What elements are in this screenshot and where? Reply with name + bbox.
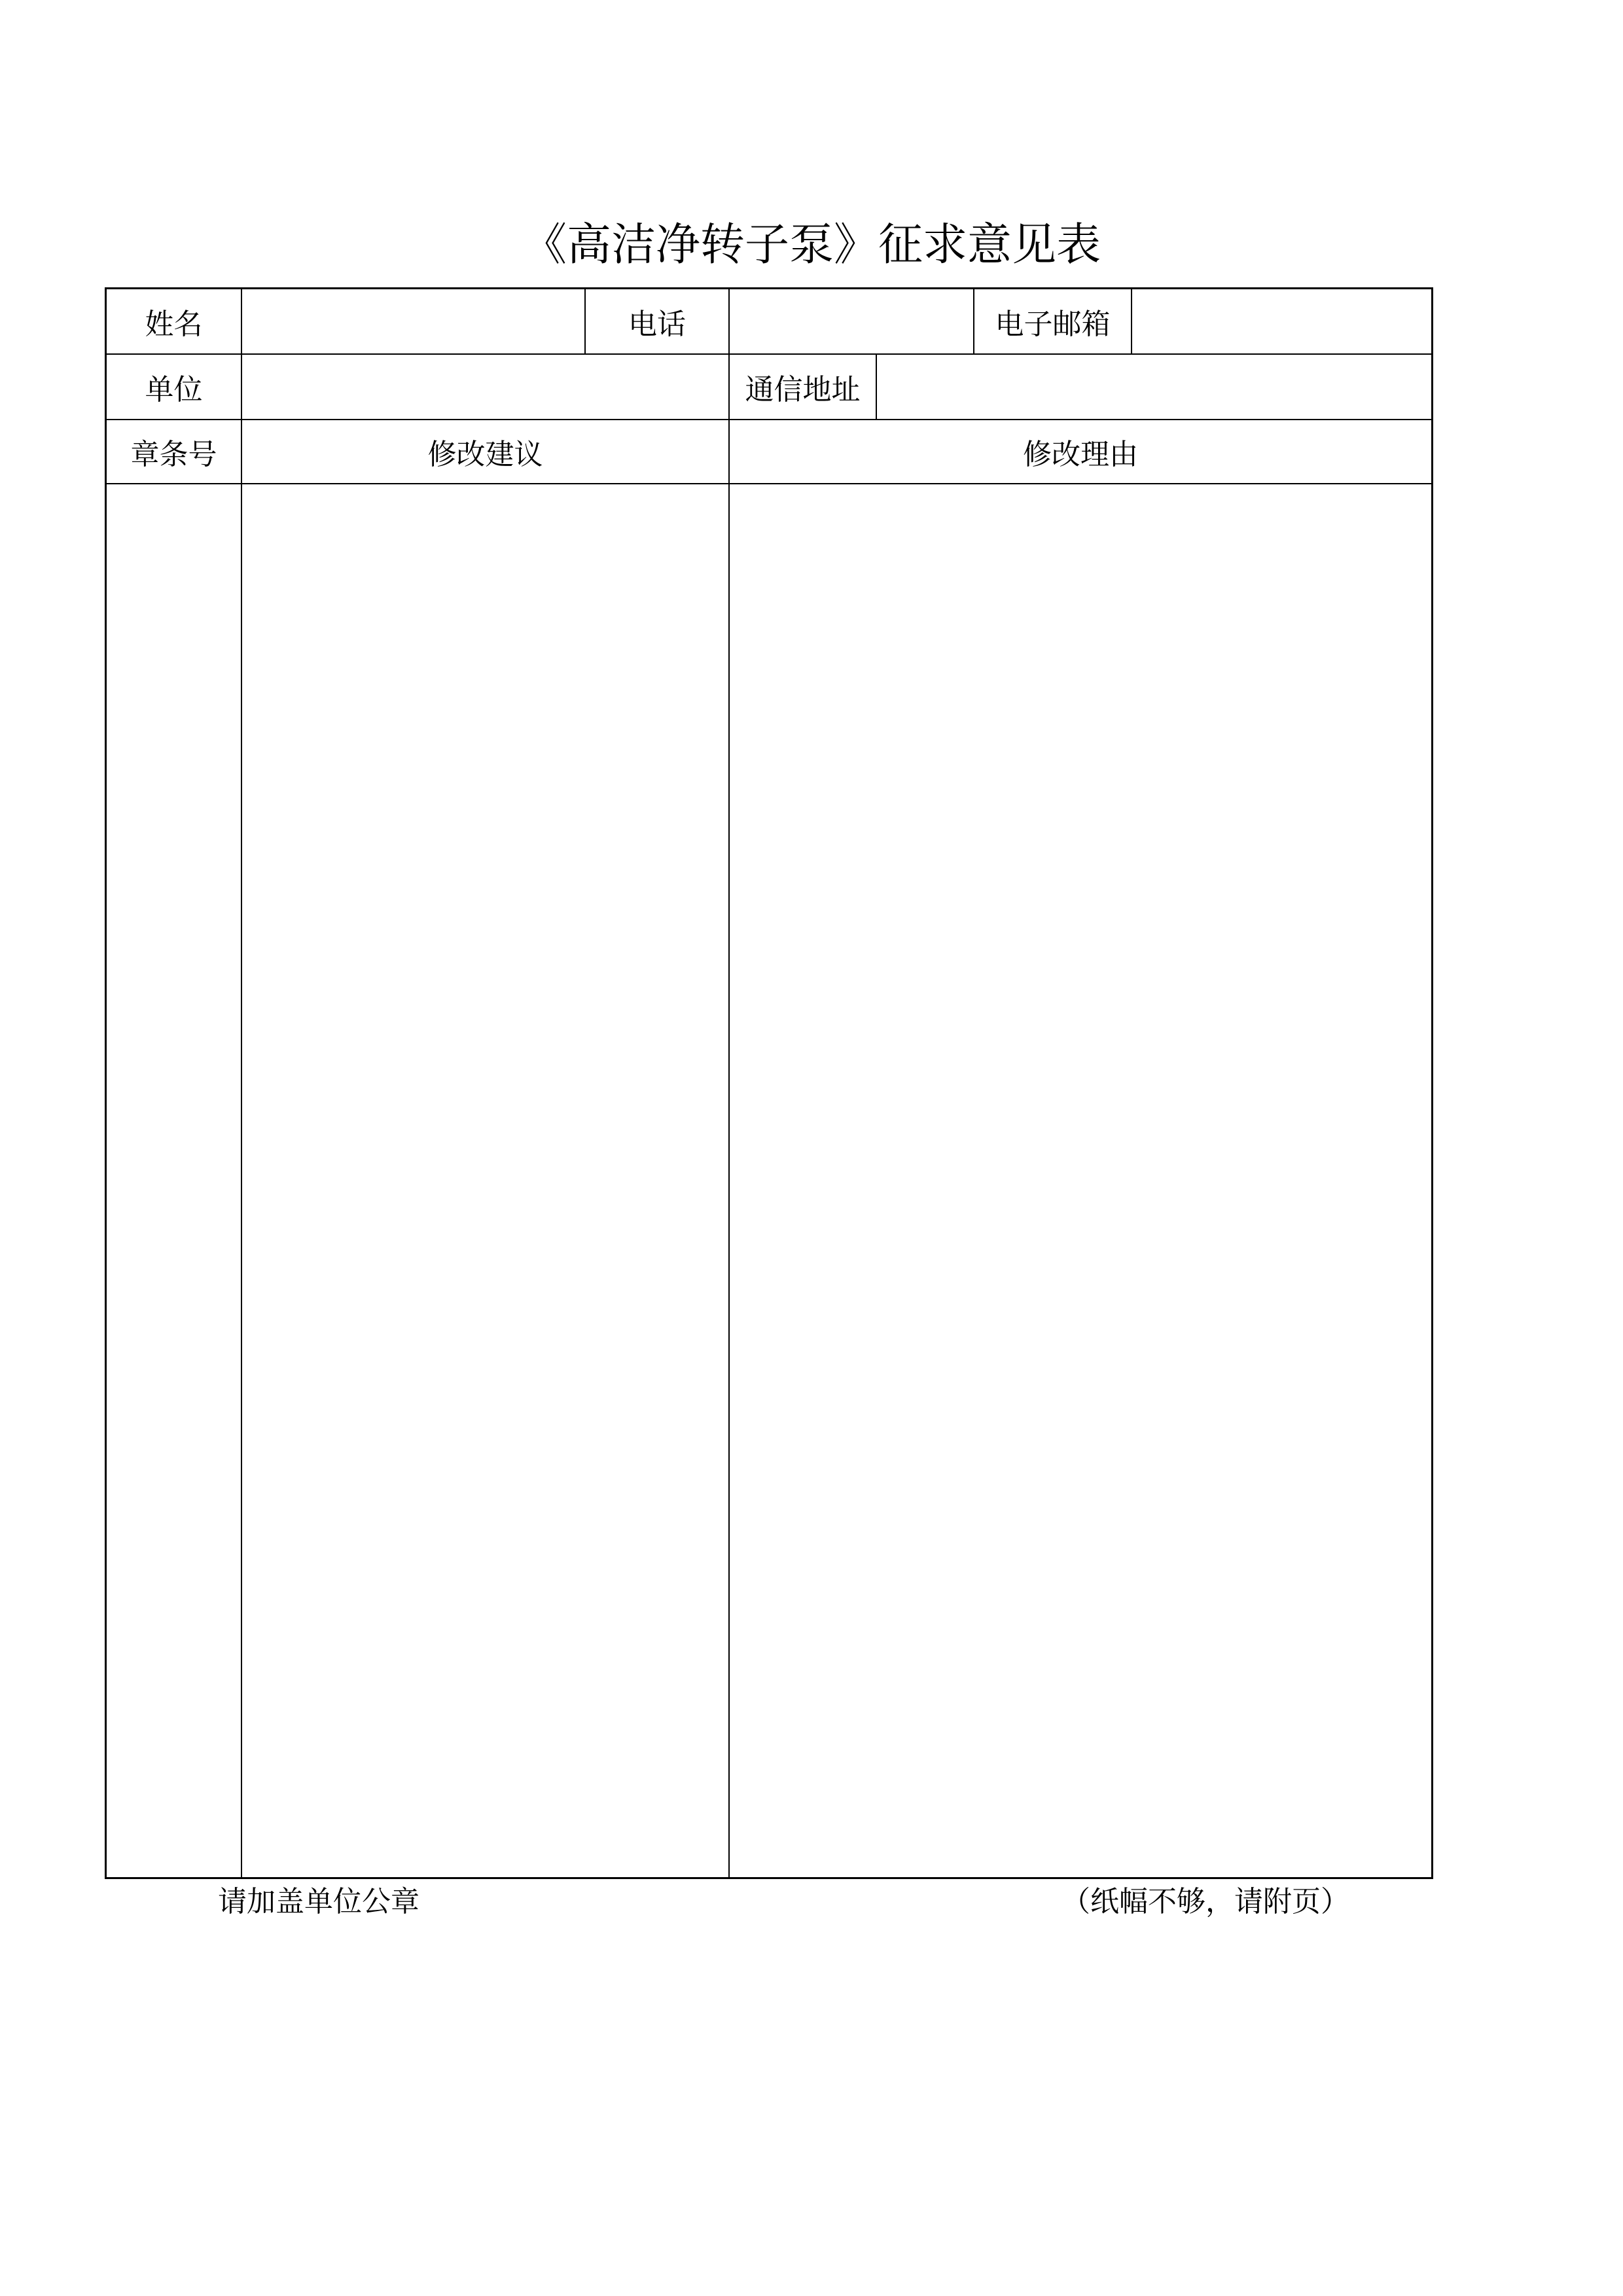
address-label: 通信地址 [745,373,861,406]
address-field[interactable] [877,355,1431,419]
name-label: 姓名 [145,308,203,341]
email-label: 电子邮箱 [995,308,1111,341]
reason-header: 修改理由 [1023,438,1138,471]
page-note: （纸幅不够，请附页） [1061,1885,1349,1918]
name-field[interactable] [242,289,584,353]
document-title: 《高洁净转子泵》征求意见表 [522,219,1101,271]
feedback-form-table [105,287,1433,1879]
seal-note: 请加盖单位公章 [218,1885,419,1918]
email-field[interactable] [1132,289,1431,353]
reason-field[interactable] [730,484,1431,1877]
unit-field[interactable] [242,355,728,419]
unit-label: 单位 [145,373,203,406]
suggestion-field[interactable] [242,484,728,1877]
clause-number-field[interactable] [107,484,241,1877]
phone-label: 电话 [628,308,686,341]
clause-number-header: 章条号 [130,438,217,471]
phone-field[interactable] [730,289,973,353]
suggestion-header: 修改建议 [427,438,543,471]
